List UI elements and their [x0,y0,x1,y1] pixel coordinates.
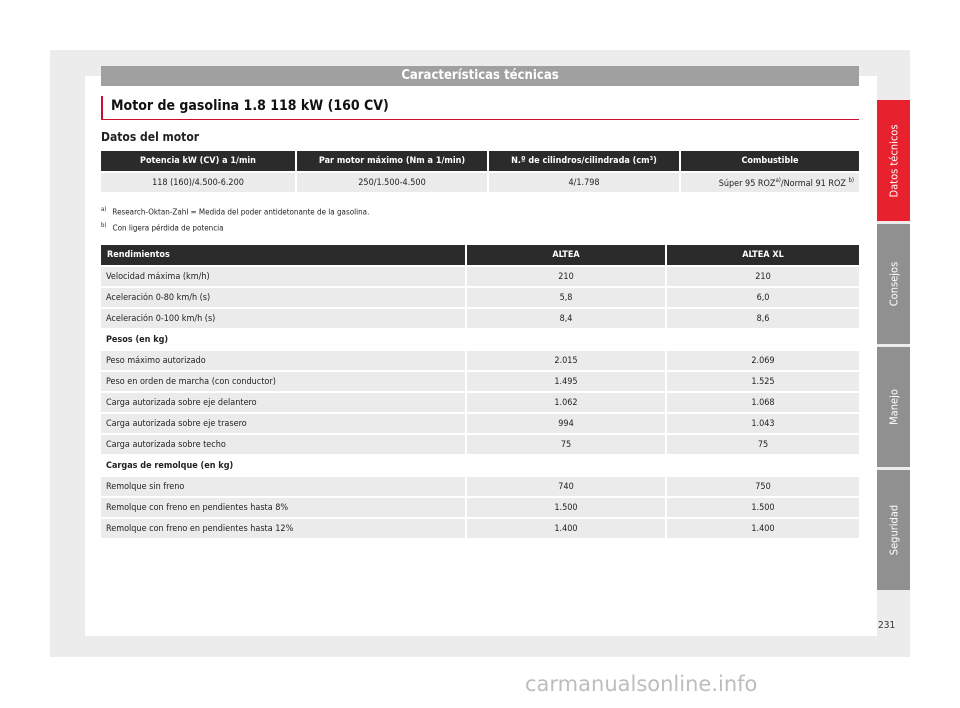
tab-label: Datos técnicos [887,124,900,197]
column-header: Par motor máximo (Nm a 1/min) [297,151,487,171]
table-cell: 1.062 [467,393,665,412]
table-cell: 8,6 [667,309,859,328]
group-heading: Pesos (en kg) [101,330,859,349]
table-row [101,435,859,454]
footnote-text: Research-Oktan-Zahl = Medida del poder antidetonante de la gasolina. [112,207,370,217]
table-cell: 750 [667,477,859,496]
table-cell: 1.043 [667,414,859,433]
watermark: carmanualsonline.info [525,672,758,696]
table-cell: 1.400 [467,519,665,538]
table-cell: 740 [467,477,665,496]
table-cell: Carga autorizada sobre eje trasero [101,414,465,433]
table-row [101,267,859,286]
table-row [101,477,859,496]
table-row [101,414,859,433]
table-cell: Carga autorizada sobre eje delantero [101,393,465,412]
table-row [101,393,859,412]
footnote-ref: b) [848,176,854,184]
tab-label: Consejos [887,261,900,307]
table-cell: 4/1.798 [489,173,679,192]
table-cell: Remolque con freno en pendientes hasta 12% [101,519,465,538]
subtitle: Datos del motor [101,130,200,144]
column-header: Potencia kW (CV) a 1/min [101,151,295,171]
table-cell: 2.069 [667,351,859,370]
table-row [101,309,859,328]
table-cell: 1.400 [667,519,859,538]
table-cell: Velocidad máxima (km/h) [101,267,465,286]
table-header-row [101,151,859,171]
performance-table [99,243,861,540]
table-cell: 5,8 [467,288,665,307]
table-cell: 118 (160)/4.500-6.200 [101,173,295,192]
table-cell: 994 [467,414,665,433]
table-cell: 75 [467,435,665,454]
tab-seguridad[interactable] [877,470,910,590]
tab-datos-tecnicos[interactable] [877,100,910,221]
table-cell: 210 [467,267,665,286]
fuel-text: /Normal 91 ROZ [780,178,849,189]
table-cell: 75 [667,435,859,454]
column-header: ALTEA XL [667,245,859,265]
table-row [101,351,859,370]
table-cell: Peso en orden de marcha (con conductor) [101,372,465,391]
footnote-a [101,206,369,217]
table-cell: 1.495 [467,372,665,391]
table-cell: Peso máximo autorizado [101,351,465,370]
group-row [101,456,859,475]
column-header: ALTEA [467,245,665,265]
table-cell: Remolque sin freno [101,477,465,496]
footnote-ref: a) [775,176,781,184]
table-cell: 1.500 [467,498,665,517]
section-header: Características técnicas [101,66,859,86]
footnote-mark: a) [101,206,107,213]
table-cell: 1.068 [667,393,859,412]
table-cell: 1.525 [667,372,859,391]
table-cell: Remolque con freno en pendientes hasta 8% [101,498,465,517]
table-cell: Aceleración 0-80 km/h (s) [101,288,465,307]
column-header: Rendimientos [101,245,465,265]
footnote-mark: b) [101,222,107,229]
tab-manejo[interactable] [877,347,910,467]
engine-data-table [99,149,861,194]
group-heading: Cargas de remolque (en kg) [101,456,859,475]
footnote-text: Con ligera pérdida de potencia [112,223,224,233]
table-row [101,372,859,391]
table-cell: 1.500 [667,498,859,517]
table-cell: 8,4 [467,309,665,328]
fuel-text: Súper 95 ROZ [718,178,776,189]
column-header: Combustible [681,151,859,171]
column-header: N.º de cilindros/cilindrada (cm³) [489,151,679,171]
table-cell: Aceleración 0-100 km/h (s) [101,309,465,328]
page-number: 231 [878,620,896,631]
table-cell: 210 [667,267,859,286]
title-bar [101,96,859,120]
table-header-row [101,245,859,265]
table-row [101,519,859,538]
table-cell: Carga autorizada sobre techo [101,435,465,454]
table-cell: 2.015 [467,351,665,370]
tab-label: Seguridad [887,504,900,556]
table-row [101,173,859,192]
table-row [101,288,859,307]
table-cell: 250/1.500-4.500 [297,173,487,192]
page-title: Motor de gasolina 1.8 118 kW (160 CV) [111,98,389,114]
tab-label: Manejo [887,389,900,425]
fuel-cell [681,173,859,192]
table-row [101,498,859,517]
tab-consejos[interactable] [877,224,910,344]
group-row [101,330,859,349]
table-cell: 6,0 [667,288,859,307]
footnote-b [101,222,224,233]
